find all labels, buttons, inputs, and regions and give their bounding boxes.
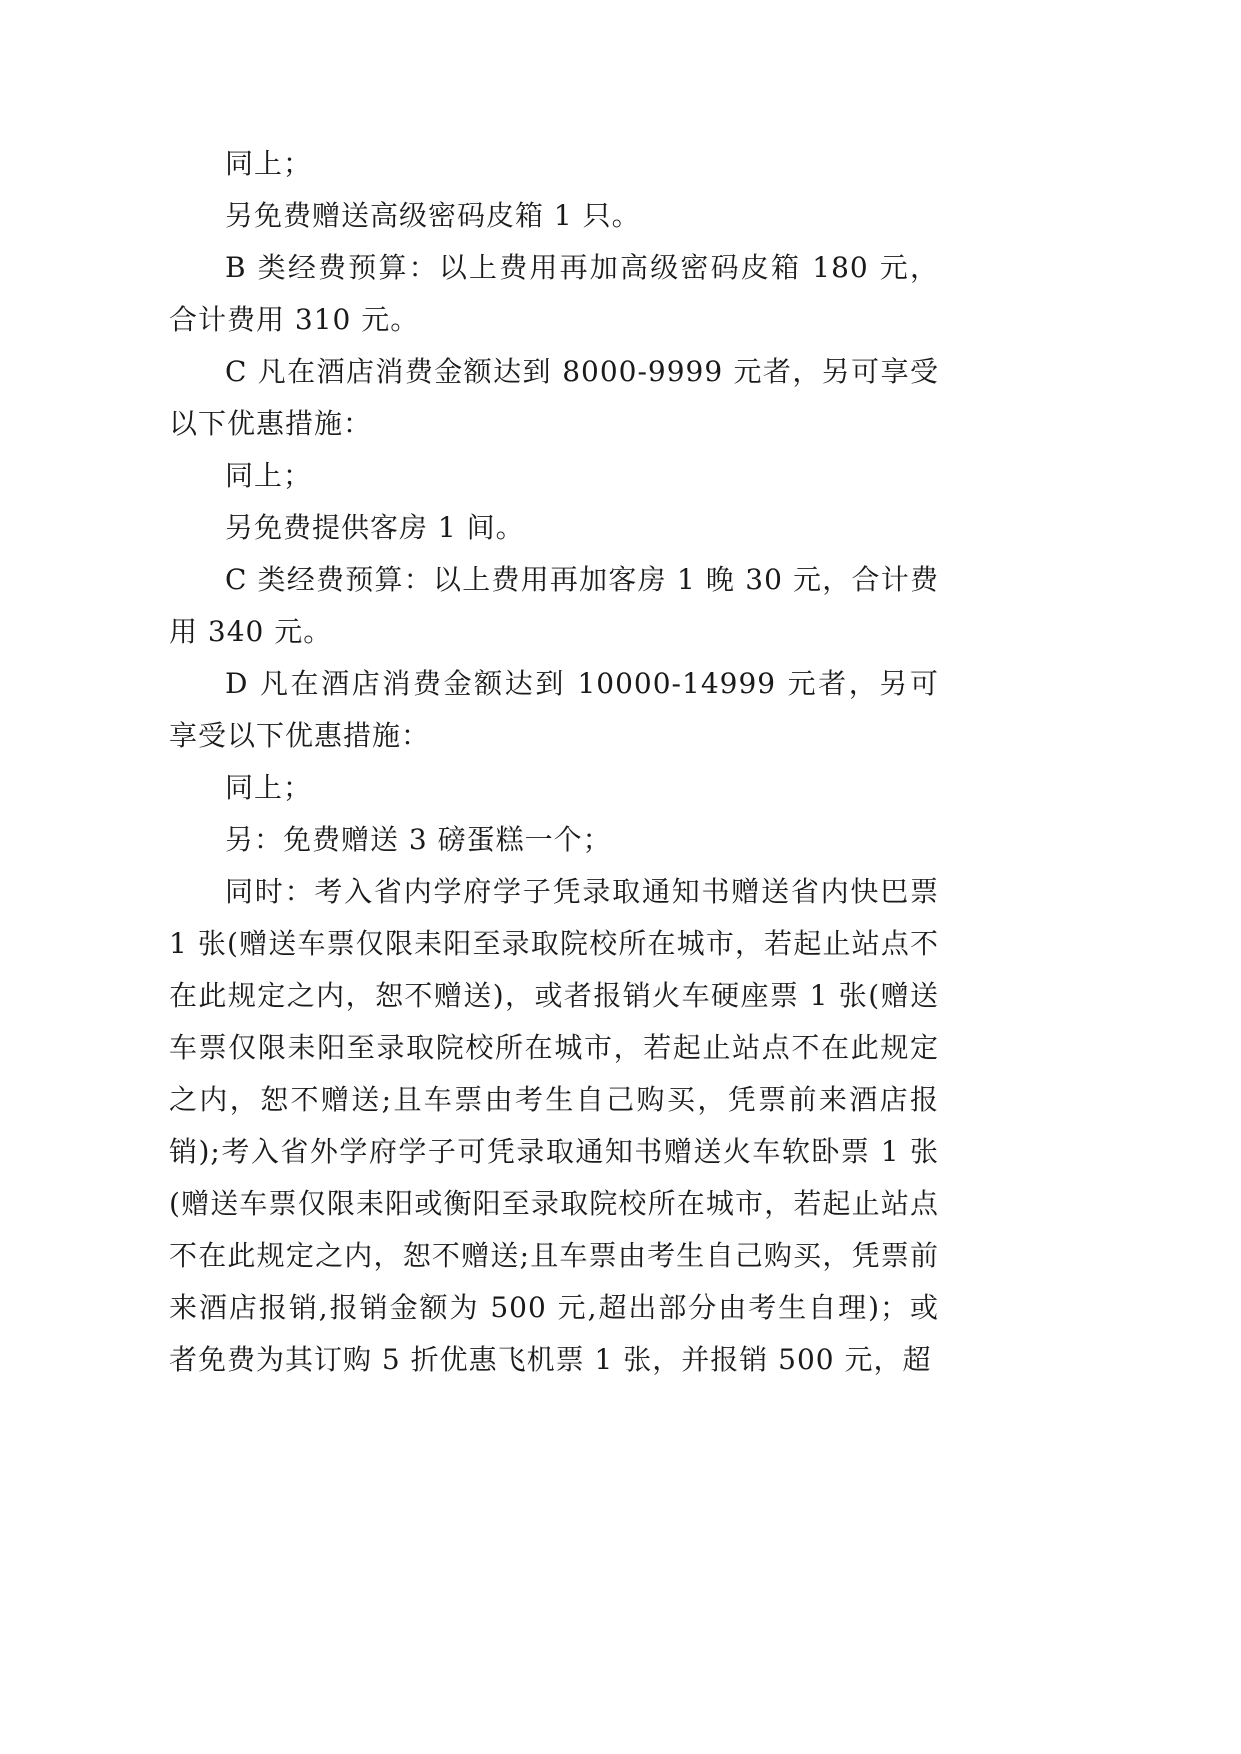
paragraph: 另：免费赠送 3 磅蛋糕一个；: [225, 823, 612, 856]
document-body: [169, 138, 939, 1386]
paragraph: 同时：考入省内学府学子凭录取通知书赠送省内快巴票 1 张(赠送车票仅限耒阳至录取院校所在城市，若起止站点不在此规定之内，恕不赠送)，或者报销火车硬座票 1 张(赠送车票仅限耒阳至录取院校所在城市，若起止站点不在此规定之内，恕不赠送;且车票由考生自己购买，凭票前来酒店报销);考入省外学府学子可凭录取通知书赠送火车软卧票 1 张(赠送车票仅限耒阳或衡阳至录取院校所在城市，若起止站点不在此规定之内，恕不赠送;且车票由考生自己购买，凭票前来酒店报销,报销金额为 500 元,超出部分由考生自理)；或者免费为其订购 5 折优惠飞机票 1 张，并报销 500 元，超: [169, 875, 939, 1376]
paragraph: C 类经费预算：以上费用再加客房 1 晚 30 元，合计费用 340 元。: [169, 563, 939, 648]
paragraph: 同上；: [225, 771, 313, 804]
paragraph: 另免费赠送高级密码皮箱 1 只。: [225, 199, 641, 232]
paragraph: D 凡在酒店消费金额达到 10000-14999 元者，另可享受以下优惠措施：: [169, 667, 939, 752]
paragraph: 另免费提供客房 1 间。: [225, 511, 525, 544]
paragraph: C 凡在酒店消费金额达到 8000-9999 元者，另可享受以下优惠措施：: [169, 355, 939, 440]
paragraph: 同上；: [225, 147, 313, 180]
paragraph: B 类经费预算：以上费用再加高级密码皮箱 180 元，合计费用 310 元。: [169, 251, 939, 336]
paragraph: 同上；: [225, 459, 313, 492]
